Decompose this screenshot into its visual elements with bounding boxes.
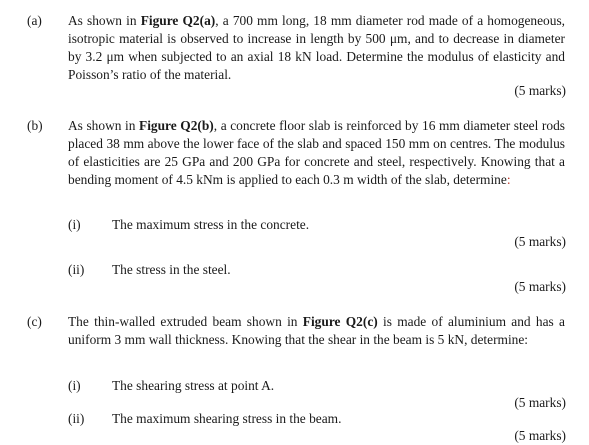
highlighted-colon: : xyxy=(506,172,511,187)
part-c-ii-text: The maximum shearing stress in the beam. xyxy=(112,411,342,426)
figure-ref-a: Figure Q2(a) xyxy=(140,13,216,28)
part-c-text: The thin-walled extruded beam shown in Figure Q2(c) is made of aluminium and has a uniform 3 mm wall thickness. Knowing that the shear in the beam is 5 kN, determine: xyxy=(68,314,565,347)
figure-ref-b: Figure Q2(b) xyxy=(139,118,214,133)
part-c-i-text: The shearing stress at point A. xyxy=(112,378,275,393)
part-c-ii-marks: (5 marks) xyxy=(514,428,566,443)
part-b-ii-text: The stress in the steel. xyxy=(112,262,231,277)
part-c-i-marks: (5 marks) xyxy=(514,395,566,410)
part-c-ii-label: (ii) xyxy=(68,411,85,426)
part-b-ii-label: (ii) xyxy=(68,262,85,277)
part-b-label: (b) xyxy=(27,118,43,133)
part-a-marks: (5 marks) xyxy=(514,83,566,98)
part-b-text: As shown in Figure Q2(b), a concrete floor slab is reinforced by 16 mm diameter steel rods placed 38 mm above the lower face of the slab and spaced 150 mm on centres. The modulus of elasticities are 25 GPa and 200 GPa for concrete and steel, respectively. Knowing that a bending moment of 4.5 kNm is applied to each 0.3 m width of the slab, determine: xyxy=(68,118,565,187)
part-b-i-text: The maximum stress in the concrete. xyxy=(112,217,310,232)
part-b-i-marks: (5 marks) xyxy=(514,234,566,249)
part-c-label: (c) xyxy=(27,314,42,329)
part-c-i-label: (i) xyxy=(68,378,81,393)
figure-ref-c: Figure Q2(c) xyxy=(302,314,378,329)
part-a-label: (a) xyxy=(27,13,42,28)
part-b-ii-marks: (5 marks) xyxy=(514,279,566,294)
part-b-i-label: (i) xyxy=(68,217,81,232)
part-a-text: As shown in Figure Q2(a), a 700 mm long, 18 mm diameter rod made of a homogeneous, isotropic material is observed to increase in length by 500 μm, and to decrease in diameter by 3.2 μm when subjected to an axial 18 kN load. Determine the modulus of elasticity and Poisson’s ratio of the material. xyxy=(68,13,566,82)
